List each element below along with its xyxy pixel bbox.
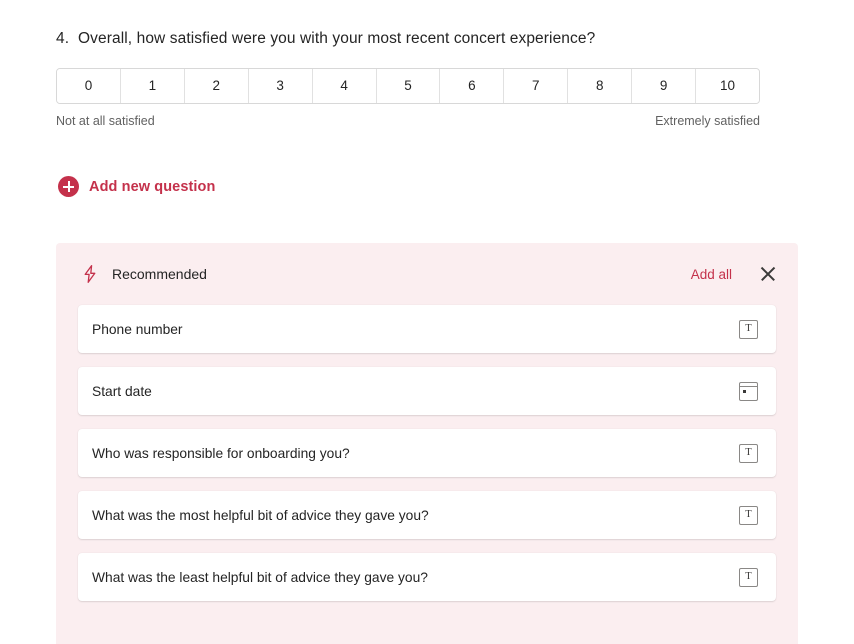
recommended-panel (56, 243, 798, 644)
recommended-item-label: Start date (92, 383, 152, 399)
scale-option-10[interactable]: 10 (696, 69, 759, 103)
scale-option-2[interactable]: 2 (185, 69, 249, 103)
calendar-icon[interactable] (739, 382, 758, 401)
scale-option-6[interactable]: 6 (440, 69, 504, 103)
text-field-icon[interactable]: T (739, 444, 758, 463)
scale-option-1[interactable]: 1 (121, 69, 185, 103)
close-icon[interactable] (760, 266, 776, 282)
text-field-icon[interactable]: T (739, 506, 758, 525)
scale-option-8[interactable]: 8 (568, 69, 632, 103)
lightning-bolt-icon (80, 264, 100, 284)
add-new-question-button[interactable] (58, 176, 215, 197)
add-new-question-label: Add new question (89, 178, 216, 195)
rating-scale[interactable] (56, 68, 760, 104)
list-item[interactable] (78, 367, 776, 415)
page-title (56, 28, 798, 50)
scale-option-7[interactable]: 7 (504, 69, 568, 103)
scale-option-5[interactable]: 5 (377, 69, 441, 103)
text-field-icon[interactable]: T (739, 568, 758, 587)
question-text: Overall, how satisfied were you with your most recent concert experience? (78, 30, 596, 47)
list-item[interactable] (78, 553, 776, 601)
text-field-icon[interactable]: T (739, 320, 758, 339)
page-scrollbar[interactable] (846, 0, 852, 644)
recommended-list (56, 305, 798, 601)
recommended-item-label: Phone number (92, 321, 183, 337)
scale-high-label: Extremely satisfied (655, 114, 760, 128)
scale-low-label: Not at all satisfied (56, 114, 155, 128)
plus-circle-icon (58, 176, 79, 197)
question-number: 4. (56, 30, 70, 47)
question-block (56, 28, 798, 128)
scale-option-0[interactable]: 0 (57, 69, 121, 103)
recommended-item-label: Who was responsible for onboarding you? (92, 445, 350, 461)
scale-option-9[interactable]: 9 (632, 69, 696, 103)
list-item[interactable] (78, 429, 776, 477)
scale-option-3[interactable]: 3 (249, 69, 313, 103)
scale-option-4[interactable]: 4 (313, 69, 377, 103)
recommended-item-label: What was the least helpful bit of advice they gave you? (92, 569, 428, 585)
add-all-button[interactable]: Add all (690, 266, 732, 282)
recommended-item-label: What was the most helpful bit of advice they gave you? (92, 507, 429, 523)
scale-labels (56, 114, 760, 128)
list-item[interactable] (78, 305, 776, 353)
recommended-title: Recommended (112, 266, 207, 282)
list-item[interactable] (78, 491, 776, 539)
recommended-header (56, 243, 798, 305)
